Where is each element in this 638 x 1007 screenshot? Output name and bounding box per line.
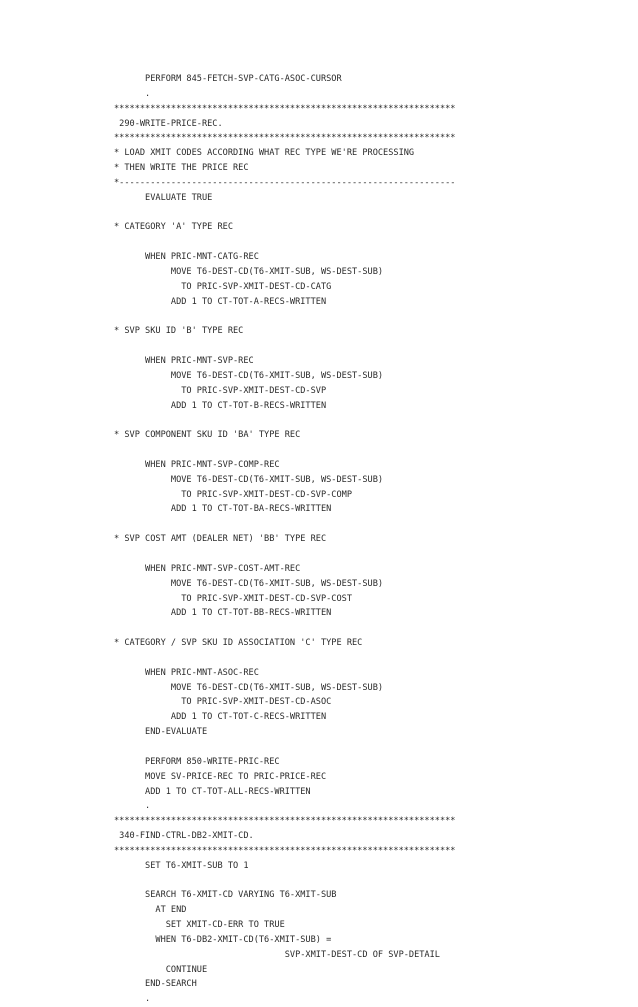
code-line <box>114 651 455 666</box>
code-line: * SVP SKU ID 'B' TYPE REC <box>114 326 244 337</box>
code-line: ****************************************************************** <box>114 845 456 856</box>
code-line: SEARCH T6-XMIT-CD VARYING T6-XMIT-SUB <box>114 890 337 901</box>
code-line: WHEN PRIC-MNT-CATG-REC <box>114 252 259 263</box>
code-line: MOVE SV-PRICE-REC TO PRIC-PRICE-REC <box>114 771 327 782</box>
code-line: . <box>114 801 151 812</box>
code-line: ****************************************************************** <box>114 133 456 144</box>
code-line: MOVE T6-DEST-CD(T6-XMIT-SUB, WS-DEST-SUB) <box>114 474 384 485</box>
code-line: END-SEARCH <box>114 979 197 990</box>
code-line <box>114 310 455 325</box>
code-line: * LOAD XMIT CODES ACCORDING WHAT REC TYPE WE'RE PROCESSING <box>114 148 415 159</box>
code-line: EVALUATE TRUE <box>114 192 213 203</box>
code-line: * THEN WRITE THE PRICE REC <box>114 163 249 174</box>
cobol-code-listing <box>114 72 455 1007</box>
code-line: WHEN T6-DB2-XMIT-CD(T6-XMIT-SUB) = <box>114 934 332 945</box>
code-line: . <box>114 88 151 99</box>
code-line: CONTINUE <box>114 964 208 975</box>
code-line: ADD 1 TO CT-TOT-B-RECS-WRITTEN <box>114 400 327 411</box>
code-line: 290-WRITE-PRICE-REC. <box>114 118 223 129</box>
code-line: ADD 1 TO CT-TOT-ALL-RECS-WRITTEN <box>114 786 311 797</box>
code-line: TO PRIC-SVP-XMIT-DEST-CD-CATG <box>114 281 332 292</box>
code-line: AT END <box>114 905 187 916</box>
code-line: ****************************************************************** <box>114 816 456 827</box>
code-line: WHEN PRIC-MNT-SVP-REC <box>114 356 254 367</box>
code-line: END-EVALUATE <box>114 727 208 738</box>
code-line: ADD 1 TO CT-TOT-C-RECS-WRITTEN <box>114 712 327 723</box>
code-line: SET XMIT-CD-ERR TO TRUE <box>114 920 285 931</box>
code-line: TO PRIC-SVP-XMIT-DEST-CD-SVP <box>114 385 327 396</box>
code-line: TO PRIC-SVP-XMIT-DEST-CD-SVP-COMP <box>114 489 352 500</box>
code-line: MOVE T6-DEST-CD(T6-XMIT-SUB, WS-DEST-SUB) <box>114 266 384 277</box>
code-line: MOVE T6-DEST-CD(T6-XMIT-SUB, WS-DEST-SUB) <box>114 682 384 693</box>
code-line: * CATEGORY / SVP SKU ID ASSOCIATION 'C' TYPE REC <box>114 638 363 649</box>
code-line <box>114 443 455 458</box>
code-line: * CATEGORY 'A' TYPE REC <box>114 222 233 233</box>
code-line <box>114 740 455 755</box>
code-line: * SVP COMPONENT SKU ID 'BA' TYPE REC <box>114 430 301 441</box>
code-line <box>114 413 455 428</box>
code-line <box>114 547 455 562</box>
code-line: MOVE T6-DEST-CD(T6-XMIT-SUB, WS-DEST-SUB) <box>114 370 384 381</box>
code-line: *----------------------------------------------------------------- <box>114 177 456 188</box>
code-line: PERFORM 845-FETCH-SVP-CATG-ASOC-CURSOR <box>114 74 342 84</box>
code-line <box>114 517 455 532</box>
code-line: ADD 1 TO CT-TOT-BA-RECS-WRITTEN <box>114 504 332 515</box>
code-line: TO PRIC-SVP-XMIT-DEST-CD-SVP-COST <box>114 593 352 604</box>
code-line: SET T6-XMIT-SUB TO 1 <box>114 860 249 871</box>
code-line <box>114 621 455 636</box>
code-line <box>114 874 455 889</box>
code-line: * SVP COST AMT (DEALER NET) 'BB' TYPE REC <box>114 534 327 545</box>
code-line: MOVE T6-DEST-CD(T6-XMIT-SUB, WS-DEST-SUB) <box>114 578 384 589</box>
code-line: WHEN PRIC-MNT-SVP-COMP-REC <box>114 459 280 470</box>
code-line: WHEN PRIC-MNT-SVP-COST-AMT-REC <box>114 563 301 574</box>
code-line <box>114 339 455 354</box>
code-line: TO PRIC-SVP-XMIT-DEST-CD-ASOC <box>114 697 332 708</box>
code-line <box>114 206 455 221</box>
code-line: ****************************************************************** <box>114 103 456 114</box>
code-line: ADD 1 TO CT-TOT-A-RECS-WRITTEN <box>114 296 327 307</box>
code-line: 340-FIND-CTRL-DB2-XMIT-CD. <box>114 831 254 842</box>
code-line: WHEN PRIC-MNT-ASOC-REC <box>114 667 259 678</box>
code-line <box>114 235 455 250</box>
code-line: ADD 1 TO CT-TOT-BB-RECS-WRITTEN <box>114 608 332 619</box>
code-line: PERFORM 850-WRITE-PRIC-REC <box>114 756 280 767</box>
code-line: . <box>114 994 151 1005</box>
code-line: SVP-XMIT-DEST-CD OF SVP-DETAIL <box>114 949 440 960</box>
